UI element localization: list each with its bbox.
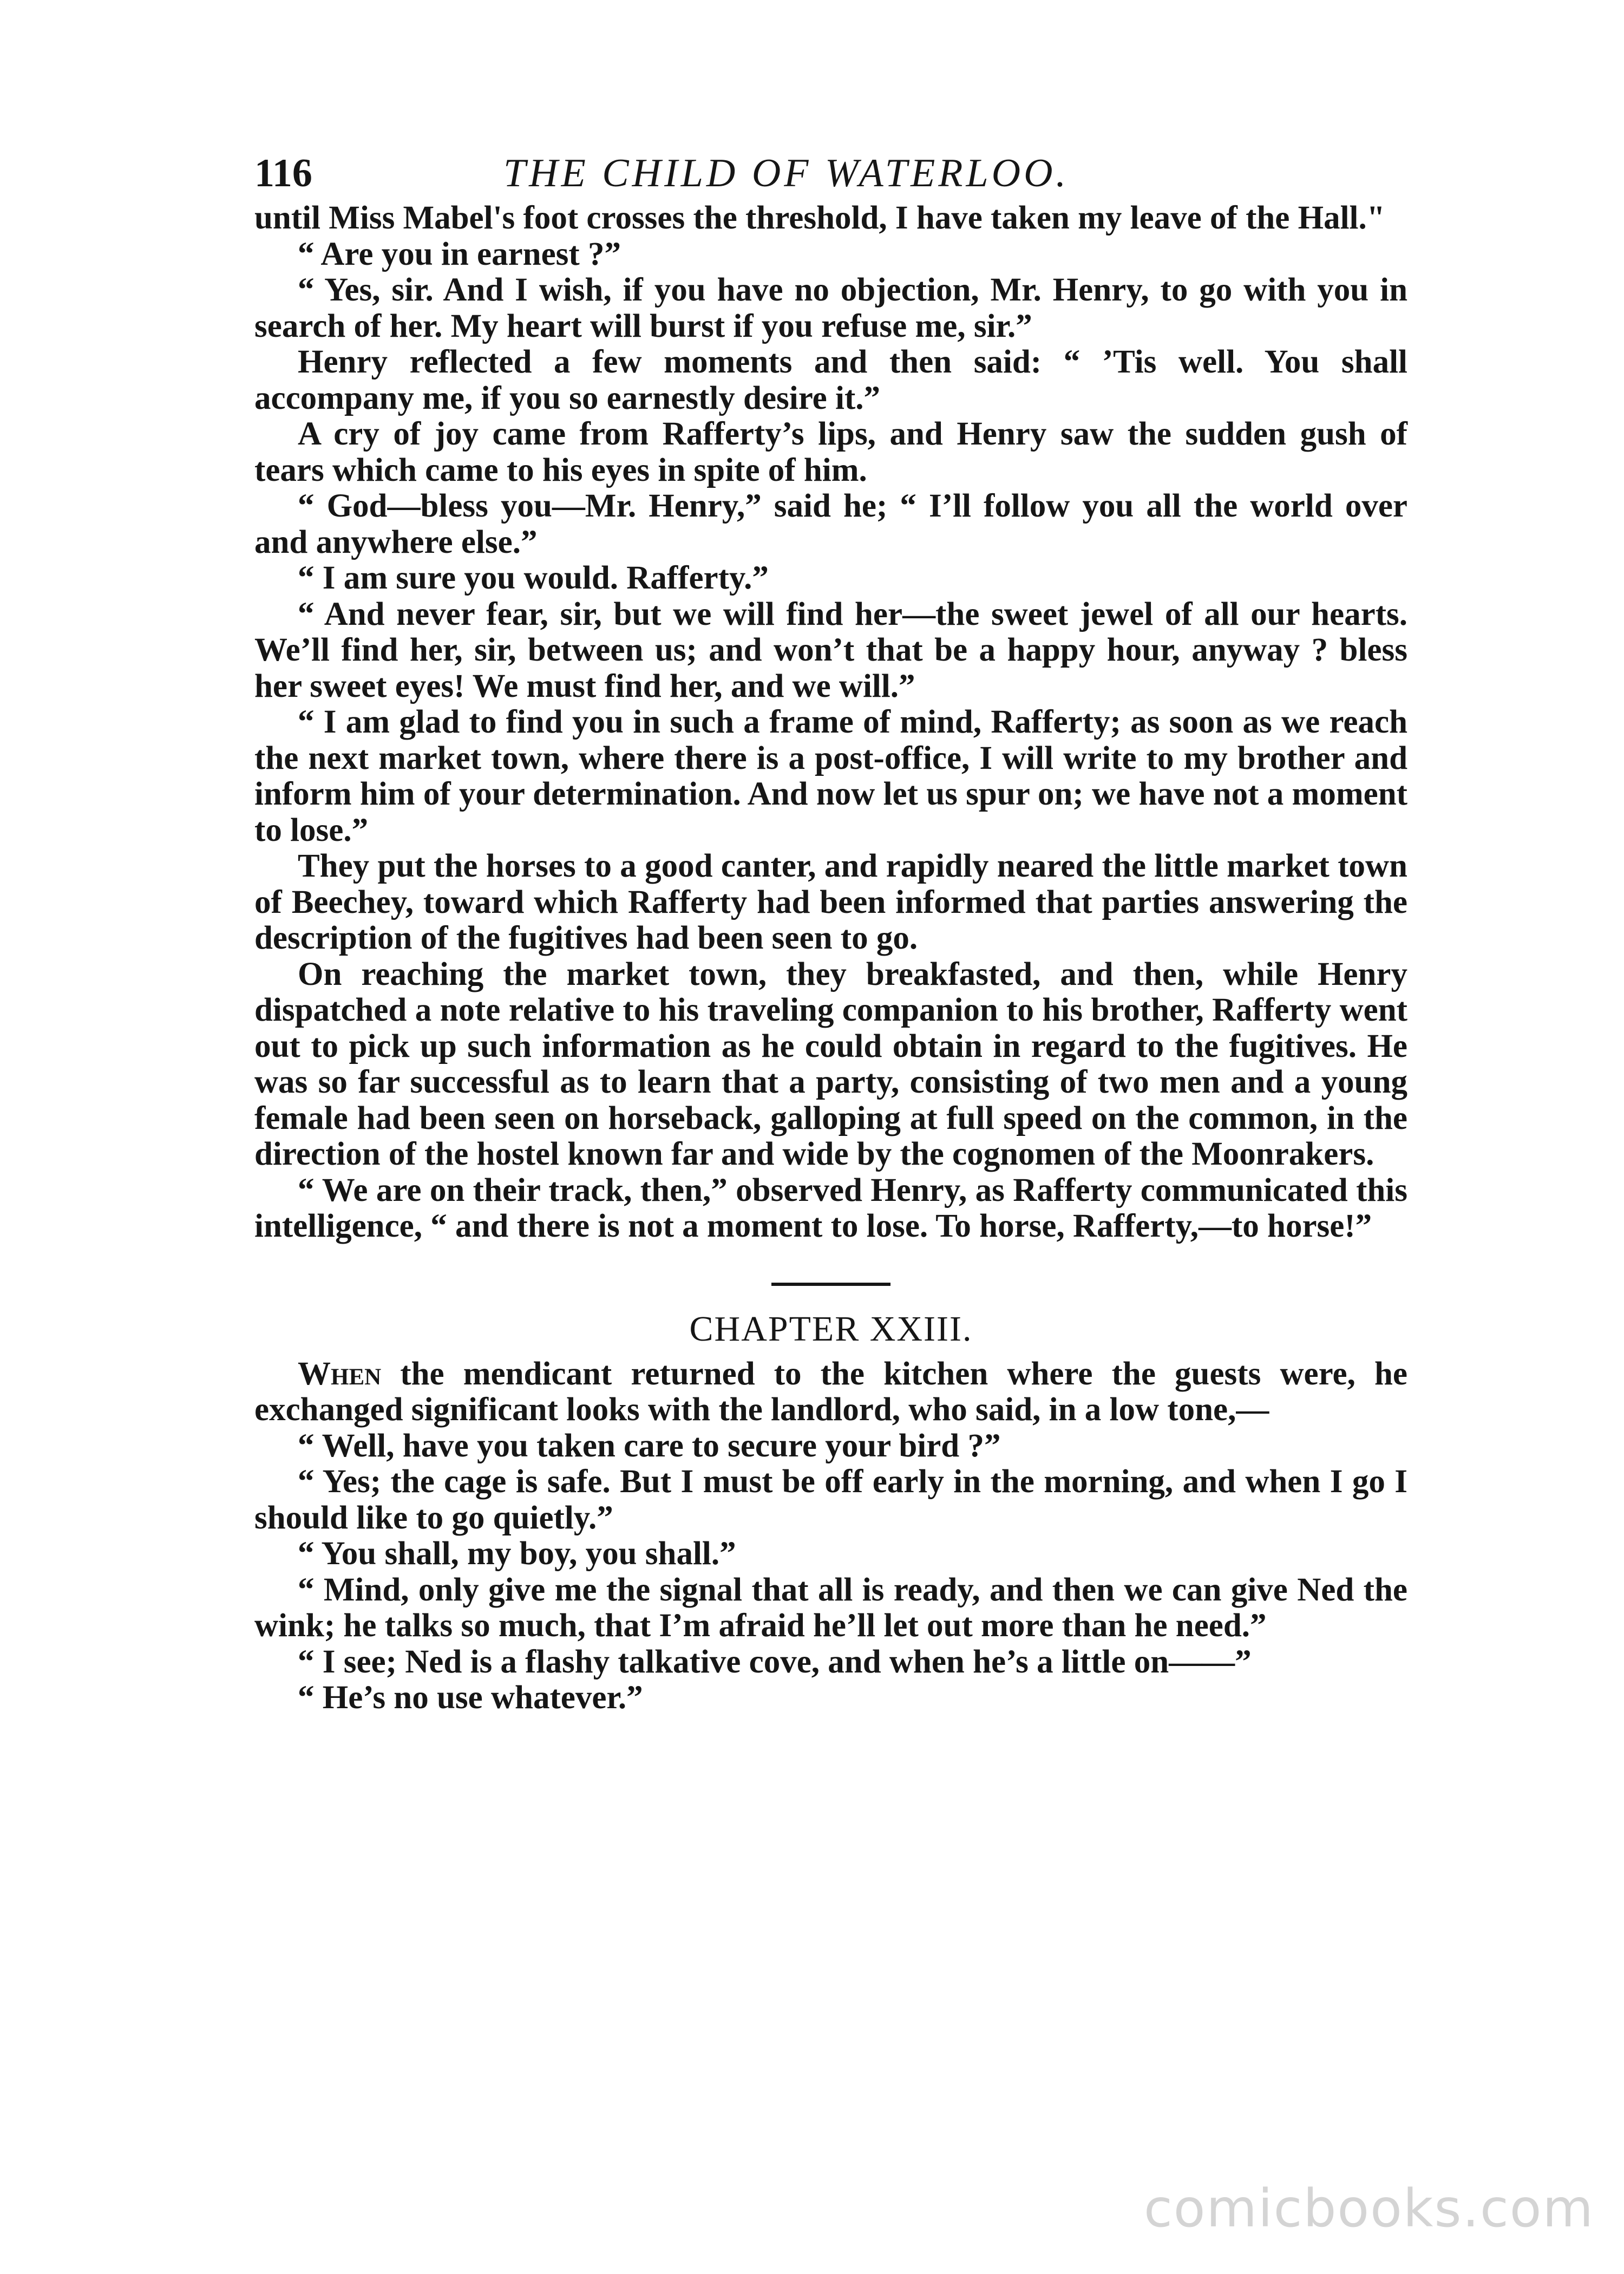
chapter-opening-word: When bbox=[298, 1355, 382, 1392]
paragraph: “ We are on their track, then,” observed Henry, as Rafferty communicated this intelligence, “ and there is not a moment to lose. To horse, Rafferty,—to horse!” bbox=[254, 1172, 1407, 1244]
chapter-opening-paragraph bbox=[254, 1356, 1407, 1428]
paragraph: “ You shall, my boy, you shall.” bbox=[298, 1535, 736, 1572]
running-head bbox=[254, 146, 1407, 200]
chapter-divider bbox=[771, 1283, 890, 1286]
paragraph: On reaching the market town, they breakfasted, and then, while Henry dispatched a note relative to his traveling companion to his brother, Rafferty went out to pick up such information as he could obtain in regard to the fugitives. He was so far successful as to learn that a party, consisting of two men and a young female had been seen on horseback, galloping at full speed on the common, in the direction of the hostel known far and wide by the cognomen of the Moonrakers. bbox=[254, 956, 1407, 1172]
paragraph: “ Well, have you taken care to secure your bird ?” bbox=[298, 1427, 1001, 1464]
chapter-opening-text: the mendicant returned to the kitchen where the guests were, he exchanged significant looks with the landlord, who said, in a low tone,— bbox=[254, 1355, 1407, 1428]
paragraph: They put the horses to a good canter, and rapidly neared the little market town of Beechey, toward which Rafferty had been informed that parties answering the description of the fugitives had been seen to go. bbox=[254, 848, 1407, 956]
paragraph: “ He’s no use whatever.” bbox=[298, 1680, 643, 1716]
watermark: comicbooks.com bbox=[1143, 2178, 1594, 2239]
paragraph: “ Are you in earnest ?” bbox=[298, 236, 621, 272]
body-text-upper bbox=[254, 200, 1407, 1245]
book-title: THE CHILD OF WATERLOO. bbox=[503, 151, 1070, 195]
paragraph: “ I see; Ned is a flashy talkative cove, and when he’s a little on——” bbox=[298, 1643, 1252, 1680]
paragraph: “ God—bless you—Mr. Henry,” said he; “ I’ll follow you all the world over and anywhere else.” bbox=[254, 488, 1407, 560]
book-page bbox=[254, 146, 1407, 1716]
paragraph: “ I am glad to find you in such a frame of mind, Rafferty; as soon as we reach the next market town, where there is a post-office, I will write to my brother and inform him of your determination. And now let us spur on; we have not a moment to lose.” bbox=[254, 704, 1407, 848]
paragraph: A cry of joy came from Rafferty’s lips, and Henry saw the sudden gush of tears which came to his eyes in spite of him. bbox=[254, 416, 1407, 488]
page-number: 116 bbox=[254, 151, 312, 195]
paragraph: until Miss Mabel's foot crosses the threshold, I have taken my leave of the Hall." bbox=[254, 200, 1385, 236]
chapter-heading: CHAPTER XXIII. bbox=[689, 1309, 973, 1349]
paragraph: “ Mind, only give me the signal that all is ready, and then we can give Ned the wink; he talks so much, that I’m afraid he’ll let out more than he need.” bbox=[254, 1571, 1407, 1644]
paragraph: “ Yes; the cage is safe. But I must be off early in the morning, and when I go I should like to go quietly.” bbox=[254, 1463, 1407, 1536]
body-text-lower bbox=[254, 1356, 1407, 1716]
paragraph: “ Yes, sir. And I wish, if you have no objection, Mr. Henry, to go with you in search of her. My heart will burst if you refuse me, sir.” bbox=[254, 272, 1407, 344]
paragraph: “ And never fear, sir, but we will find her—the sweet jewel of all our hearts. We’ll find her, sir, between us; and won’t that be a happy hour, anyway ? bless her sweet eyes! We must find her, and we will.” bbox=[254, 596, 1407, 704]
paragraph: Henry reflected a few moments and then said: “ ’Tis well. You shall accompany me, if you so earnestly desire it.” bbox=[254, 344, 1407, 416]
paragraph: “ I am sure you would. Rafferty.” bbox=[298, 560, 769, 596]
